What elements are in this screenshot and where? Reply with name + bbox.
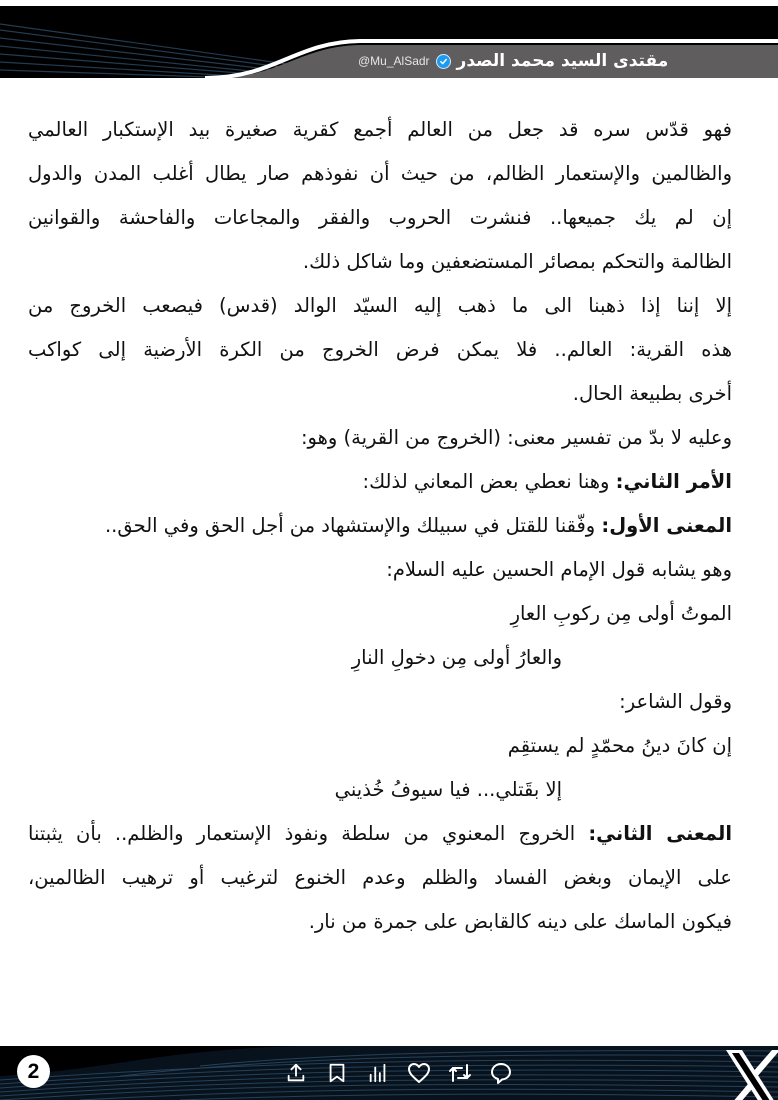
text-line: والظالمين والإستعمار الظالم، من حيث أن نفوذهم صار يطال أغلب المدن والدول xyxy=(28,162,732,185)
verified-badge-icon xyxy=(436,54,451,69)
verse-line: الموتُ أولى مِن ركوبِ العارِ xyxy=(510,602,732,625)
comment-icon[interactable] xyxy=(489,1061,513,1085)
bookmark-icon[interactable] xyxy=(325,1061,349,1085)
text-line: وعليه لا بدّ من تفسير معنى: (الخروج من القرية) وهو: xyxy=(300,426,732,449)
repost-icon[interactable] xyxy=(448,1061,472,1085)
text-line: إن لم يك جميعها.. فنشرت الحروب والفقر والمجاعات والفاحشة والقوانين xyxy=(28,206,732,229)
text-line: فهو قدّس سره قد جعل من العالم أجمع كقرية صغيرة بيد الإستكبار العالمي xyxy=(28,118,732,141)
page-number-badge: 2 xyxy=(17,1055,50,1088)
author-banner xyxy=(358,44,778,78)
bar-chart-icon[interactable] xyxy=(366,1061,390,1085)
text-line: فيكون الماسك على دينه كالقابض على جمرة من نار. xyxy=(308,910,732,933)
share-icon[interactable] xyxy=(284,1061,308,1085)
x-logo-icon xyxy=(722,1050,778,1100)
author-handle[interactable]: @Mu_AlSadr xyxy=(358,54,430,68)
post-footer xyxy=(0,1046,778,1100)
author-name: مقتدى السيد محمد الصدر xyxy=(456,51,669,71)
heart-icon[interactable] xyxy=(407,1061,431,1085)
text-line: الأمر الثاني: وهنا نعطي بعض المعاني لذلك: xyxy=(362,470,732,493)
text-line: أخرى بطبيعة الحال. xyxy=(572,382,732,405)
section-label: المعنى الثاني: xyxy=(588,822,732,845)
text-line: وهو يشابه قول الإمام الحسين عليه السلام: xyxy=(386,558,732,581)
text-line: وقول الشاعر: xyxy=(619,690,732,713)
text-line: المعنى الثاني: الخروج المعنوي من سلطة ونفوذ الإستعمار والظلم.. بأن يثبتنا xyxy=(28,822,732,845)
section-label: الأمر الثاني: xyxy=(615,470,732,493)
text-line: على الإيمان وبغض الفساد والظلم وعدم الخنوع لترغيب أو ترهيب الظالمين، xyxy=(28,866,732,889)
post-text xyxy=(28,112,732,948)
text-line: إلا إننا إذا ذهبنا الى ما ذهب إليه السيّد الوالد (قدس) فيصعب الخروج من xyxy=(28,294,732,317)
text-line: المعنى الأول: وفّقنا للقتل في سبيلك والإستشهاد من أجل الحق وفي الحق.. xyxy=(104,514,732,537)
section-label: المعنى الأول: xyxy=(601,514,732,537)
verse-line: إلا بقَتلي... فيا سيوفُ خُذيني xyxy=(334,778,562,801)
verse-line: والعارُ أولى مِن دخولِ النارِ xyxy=(351,646,562,669)
verse-line: إن كانَ دينُ محمّدٍ لم يستقِم xyxy=(507,734,732,757)
post-actions xyxy=(284,1060,513,1086)
post-header xyxy=(0,0,778,82)
text-line: الظالمة والتحكم بمصائر المستضعفين وما شاكل ذلك. xyxy=(302,250,732,273)
text-line: هذه القرية: العالم.. فلا يمكن فرض الخروج من الكرة الأرضية إلى كواكب xyxy=(28,338,732,361)
